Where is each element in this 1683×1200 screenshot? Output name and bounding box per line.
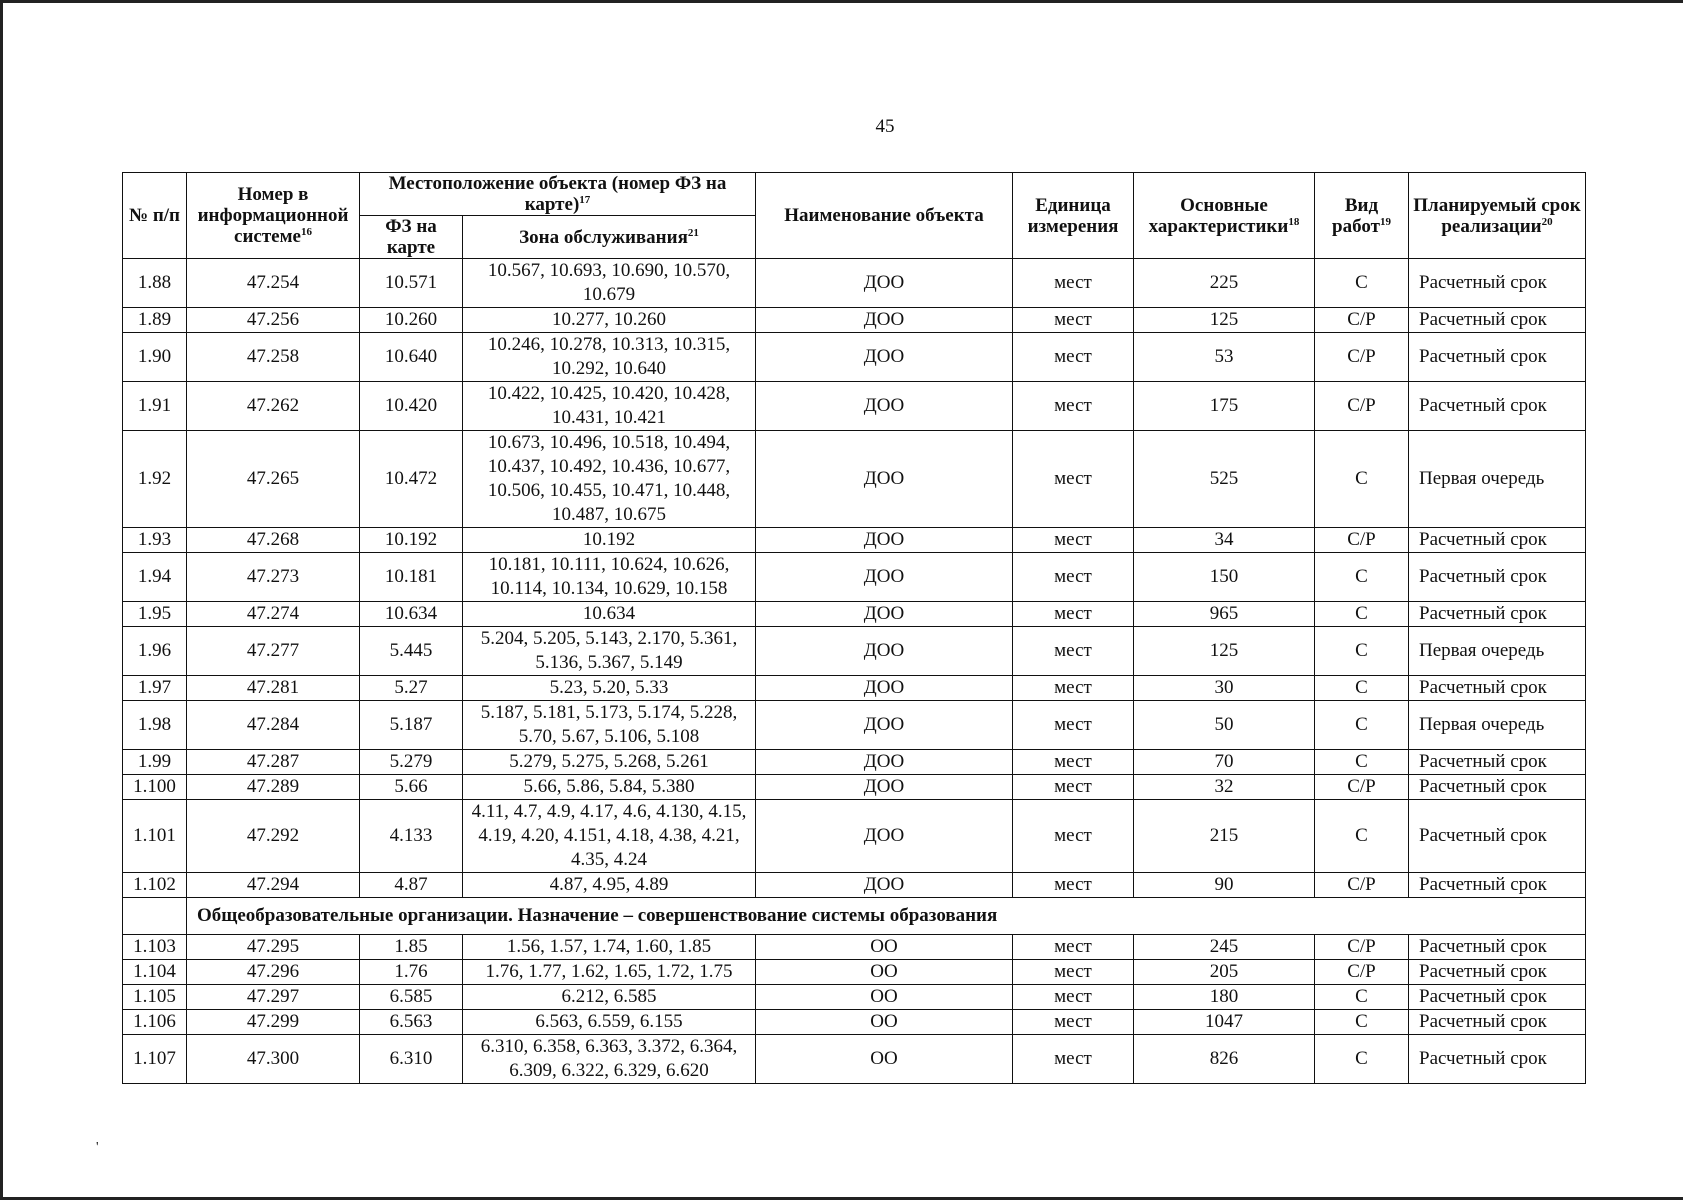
- table-row: [123, 800, 1586, 873]
- cell-characteristics: 125: [1134, 627, 1315, 676]
- cell-term: Расчетный срок: [1409, 873, 1586, 898]
- cell-term: Расчетный срок: [1409, 1010, 1586, 1035]
- cell-characteristics: 125: [1134, 308, 1315, 333]
- cell-unit: мест: [1013, 1010, 1134, 1035]
- cell-zone: 6.310, 6.358, 6.363, 3.372, 6.364, 6.309, 6.322, 6.329, 6.620: [463, 1035, 756, 1084]
- footnote-ref: 18: [1288, 215, 1300, 228]
- cell-term: Расчетный срок: [1409, 676, 1586, 701]
- cell-name: ДОО: [756, 259, 1013, 308]
- cell-is-number: 47.287: [187, 750, 360, 775]
- cell-zone: 5.187, 5.181, 5.173, 5.174, 5.228, 5.70, 5.67, 5.106, 5.108: [463, 701, 756, 750]
- cell-work-type: С/Р: [1315, 528, 1409, 553]
- cell-is-number: 47.265: [187, 431, 360, 528]
- cell-work-type: С: [1315, 800, 1409, 873]
- table-row: [123, 701, 1586, 750]
- cell-work-type: С/Р: [1315, 382, 1409, 431]
- cell-num: 1.100: [123, 775, 187, 800]
- header-work-type: [1315, 173, 1409, 259]
- header-zone: [463, 216, 756, 259]
- cell-fz: 6.585: [360, 985, 463, 1010]
- cell-num: 1.97: [123, 676, 187, 701]
- cell-unit: мест: [1013, 701, 1134, 750]
- cell-num: 1.90: [123, 333, 187, 382]
- cell-name: ДОО: [756, 602, 1013, 627]
- cell-unit: мест: [1013, 627, 1134, 676]
- cell-unit: мест: [1013, 873, 1134, 898]
- cell-characteristics: 34: [1134, 528, 1315, 553]
- cell-zone: 5.66, 5.86, 5.84, 5.380: [463, 775, 756, 800]
- cell-name: ОО: [756, 960, 1013, 985]
- cell-work-type: С: [1315, 1010, 1409, 1035]
- header-is-number: [187, 173, 360, 259]
- header-location-label: Местоположение объекта (номер ФЗ на карте): [388, 173, 727, 215]
- cell-unit: мест: [1013, 750, 1134, 775]
- cell-work-type: С: [1315, 627, 1409, 676]
- cell-is-number: 47.299: [187, 1010, 360, 1035]
- cell-characteristics: 30: [1134, 676, 1315, 701]
- cell-zone: 10.192: [463, 528, 756, 553]
- cell-zone: 10.246, 10.278, 10.313, 10.315, 10.292, 10.640: [463, 333, 756, 382]
- scan-mark: ': [96, 1140, 99, 1155]
- cell-is-number: 47.284: [187, 701, 360, 750]
- cell-unit: мест: [1013, 985, 1134, 1010]
- cell-name: ОО: [756, 1035, 1013, 1084]
- cell-fz: 10.472: [360, 431, 463, 528]
- footnote-ref: 16: [300, 226, 312, 238]
- scan-border-left: [0, 0, 3, 1200]
- cell-num: 1.101: [123, 800, 187, 873]
- cell-fz: 6.563: [360, 1010, 463, 1035]
- footnote-ref: 20: [1541, 215, 1553, 228]
- cell-work-type: С/Р: [1315, 333, 1409, 382]
- cell-zone: 10.181, 10.111, 10.624, 10.626, 10.114, 10.134, 10.629, 10.158: [463, 553, 756, 602]
- header-term-label: Планируемый срок реализации: [1413, 194, 1581, 237]
- table-row: [123, 382, 1586, 431]
- page-number: 45: [875, 116, 895, 137]
- cell-is-number: 47.256: [187, 308, 360, 333]
- cell-is-number: 47.294: [187, 873, 360, 898]
- cell-term: Расчетный срок: [1409, 750, 1586, 775]
- cell-is-number: 47.296: [187, 960, 360, 985]
- cell-term: Расчетный срок: [1409, 528, 1586, 553]
- cell-zone: 6.212, 6.585: [463, 985, 756, 1010]
- cell-unit: мест: [1013, 775, 1134, 800]
- cell-term: Расчетный срок: [1409, 382, 1586, 431]
- cell-unit: мест: [1013, 676, 1134, 701]
- table-header: [123, 173, 1586, 259]
- cell-num: 1.107: [123, 1035, 187, 1084]
- table-row: [123, 1035, 1586, 1084]
- cell-term: Первая очередь: [1409, 627, 1586, 676]
- cell-fz: 5.445: [360, 627, 463, 676]
- cell-zone: 10.634: [463, 602, 756, 627]
- cell-is-number: 47.292: [187, 800, 360, 873]
- cell-name: ОО: [756, 985, 1013, 1010]
- cell-term: Расчетный срок: [1409, 259, 1586, 308]
- cell-fz: 1.76: [360, 960, 463, 985]
- cell-unit: мест: [1013, 431, 1134, 528]
- header-fz: ФЗ на карте: [360, 216, 463, 259]
- cell-fz: 10.420: [360, 382, 463, 431]
- cell-unit: мест: [1013, 553, 1134, 602]
- cell-characteristics: 215: [1134, 800, 1315, 873]
- cell-fz: 5.66: [360, 775, 463, 800]
- objects-table: [122, 172, 1586, 1084]
- cell-zone: 4.11, 4.7, 4.9, 4.17, 4.6, 4.130, 4.15, 4.19, 4.20, 4.151, 4.18, 4.38, 4.21, 4.35, 4.24: [463, 800, 756, 873]
- cell-fz: 4.133: [360, 800, 463, 873]
- header-characteristics: [1134, 173, 1315, 259]
- cell-name: ДОО: [756, 800, 1013, 873]
- cell-term: Расчетный срок: [1409, 935, 1586, 960]
- cell-name: ОО: [756, 935, 1013, 960]
- header-name: Наименование объекта: [756, 173, 1013, 259]
- cell-term: Расчетный срок: [1409, 553, 1586, 602]
- cell-is-number: 47.295: [187, 935, 360, 960]
- cell-is-number: 47.289: [187, 775, 360, 800]
- cell-fz: 1.85: [360, 935, 463, 960]
- cell-is-number: 47.274: [187, 602, 360, 627]
- cell-num: 1.92: [123, 431, 187, 528]
- cell-work-type: С: [1315, 259, 1409, 308]
- cell-characteristics: 826: [1134, 1035, 1315, 1084]
- cell-zone: 10.277, 10.260: [463, 308, 756, 333]
- cell-characteristics: 965: [1134, 602, 1315, 627]
- table-row: [123, 873, 1586, 898]
- cell-work-type: С: [1315, 553, 1409, 602]
- cell-fz: 5.187: [360, 701, 463, 750]
- cell-zone: 1.76, 1.77, 1.62, 1.65, 1.72, 1.75: [463, 960, 756, 985]
- cell-num: 1.96: [123, 627, 187, 676]
- table-row: [123, 259, 1586, 308]
- cell-fz: 6.310: [360, 1035, 463, 1084]
- cell-name: ДОО: [756, 750, 1013, 775]
- cell-is-number: 47.254: [187, 259, 360, 308]
- cell-is-number: 47.281: [187, 676, 360, 701]
- header-unit: Единица измерения: [1013, 173, 1134, 259]
- cell-fz: 10.634: [360, 602, 463, 627]
- cell-unit: мест: [1013, 333, 1134, 382]
- cell-characteristics: 225: [1134, 259, 1315, 308]
- cell-unit: мест: [1013, 960, 1134, 985]
- cell-num: 1.94: [123, 553, 187, 602]
- header-work-type-label: Вид работ: [1332, 194, 1380, 237]
- table-row: [123, 333, 1586, 382]
- cell-characteristics: 32: [1134, 775, 1315, 800]
- footnote-ref: 19: [1379, 215, 1391, 228]
- cell-name: ДОО: [756, 873, 1013, 898]
- cell-name: ОО: [756, 1010, 1013, 1035]
- cell-is-number: 47.277: [187, 627, 360, 676]
- cell-fz: 4.87: [360, 873, 463, 898]
- cell-term: Первая очередь: [1409, 431, 1586, 528]
- section-row: [123, 898, 1586, 935]
- cell-num: 1.102: [123, 873, 187, 898]
- cell-fz: 10.640: [360, 333, 463, 382]
- cell-fz: 10.260: [360, 308, 463, 333]
- cell-is-number: 47.258: [187, 333, 360, 382]
- cell-name: ДОО: [756, 308, 1013, 333]
- cell-name: ДОО: [756, 775, 1013, 800]
- cell-characteristics: 53: [1134, 333, 1315, 382]
- table-body-schools: [123, 935, 1586, 1084]
- table-row: [123, 1010, 1586, 1035]
- cell-term: Расчетный срок: [1409, 333, 1586, 382]
- cell-characteristics: 1047: [1134, 1010, 1315, 1035]
- footnote-ref: 17: [579, 194, 591, 206]
- cell-num: 1.103: [123, 935, 187, 960]
- table-row: [123, 935, 1586, 960]
- cell-work-type: С: [1315, 431, 1409, 528]
- cell-zone: 5.23, 5.20, 5.33: [463, 676, 756, 701]
- cell-zone: 5.204, 5.205, 5.143, 2.170, 5.361, 5.136, 5.367, 5.149: [463, 627, 756, 676]
- cell-fz: 10.192: [360, 528, 463, 553]
- cell-unit: мест: [1013, 308, 1134, 333]
- cell-name: ДОО: [756, 676, 1013, 701]
- cell-characteristics: 90: [1134, 873, 1315, 898]
- cell-zone: 6.563, 6.559, 6.155: [463, 1010, 756, 1035]
- header-location: [360, 173, 756, 216]
- cell-is-number: 47.262: [187, 382, 360, 431]
- cell-term: Расчетный срок: [1409, 602, 1586, 627]
- cell-is-number: 47.268: [187, 528, 360, 553]
- cell-name: ДОО: [756, 528, 1013, 553]
- cell-name: ДОО: [756, 431, 1013, 528]
- cell-zone: 1.56, 1.57, 1.74, 1.60, 1.85: [463, 935, 756, 960]
- cell-num: 1.105: [123, 985, 187, 1010]
- header-characteristics-label: Основные характеристики: [1148, 194, 1289, 237]
- cell-characteristics: 175: [1134, 382, 1315, 431]
- cell-work-type: С/Р: [1315, 935, 1409, 960]
- cell-zone: 4.87, 4.95, 4.89: [463, 873, 756, 898]
- cell-term: Расчетный срок: [1409, 308, 1586, 333]
- table-row: [123, 431, 1586, 528]
- section-num-cell: [123, 898, 187, 935]
- table-row: [123, 528, 1586, 553]
- cell-num: 1.91: [123, 382, 187, 431]
- cell-zone: 5.279, 5.275, 5.268, 5.261: [463, 750, 756, 775]
- cell-unit: мест: [1013, 1035, 1134, 1084]
- table-body-preschool: [123, 259, 1586, 898]
- cell-work-type: С: [1315, 750, 1409, 775]
- cell-unit: мест: [1013, 800, 1134, 873]
- cell-is-number: 47.273: [187, 553, 360, 602]
- cell-unit: мест: [1013, 259, 1134, 308]
- cell-unit: мест: [1013, 935, 1134, 960]
- cell-num: 1.93: [123, 528, 187, 553]
- cell-work-type: С/Р: [1315, 308, 1409, 333]
- cell-fz: 10.181: [360, 553, 463, 602]
- cell-name: ДОО: [756, 333, 1013, 382]
- cell-term: Расчетный срок: [1409, 960, 1586, 985]
- cell-work-type: С: [1315, 602, 1409, 627]
- header-is-number-label: Номер в информационной системе: [197, 184, 349, 247]
- cell-num: 1.106: [123, 1010, 187, 1035]
- cell-fz: 5.27: [360, 676, 463, 701]
- table-row: [123, 553, 1586, 602]
- footnote-ref: 21: [687, 226, 699, 239]
- cell-is-number: 47.297: [187, 985, 360, 1010]
- cell-characteristics: 50: [1134, 701, 1315, 750]
- cell-characteristics: 70: [1134, 750, 1315, 775]
- cell-fz: 10.571: [360, 259, 463, 308]
- cell-zone: 10.673, 10.496, 10.518, 10.494, 10.437, 10.492, 10.436, 10.677, 10.506, 10.455, 10.471, 10.448, 10.487, 10.675: [463, 431, 756, 528]
- cell-work-type: С: [1315, 985, 1409, 1010]
- cell-is-number: 47.300: [187, 1035, 360, 1084]
- table-row: [123, 985, 1586, 1010]
- table-section: [123, 898, 1586, 935]
- cell-num: 1.104: [123, 960, 187, 985]
- cell-num: 1.95: [123, 602, 187, 627]
- cell-num: 1.88: [123, 259, 187, 308]
- cell-work-type: С: [1315, 1035, 1409, 1084]
- cell-term: Расчетный срок: [1409, 1035, 1586, 1084]
- cell-characteristics: 150: [1134, 553, 1315, 602]
- section-title: Общеобразовательные организации. Назначение – совершенствование системы образования: [187, 898, 1586, 935]
- cell-term: Расчетный срок: [1409, 800, 1586, 873]
- cell-name: ДОО: [756, 382, 1013, 431]
- cell-unit: мест: [1013, 382, 1134, 431]
- table-row: [123, 676, 1586, 701]
- cell-characteristics: 525: [1134, 431, 1315, 528]
- cell-work-type: С/Р: [1315, 775, 1409, 800]
- cell-name: ДОО: [756, 553, 1013, 602]
- cell-characteristics: 180: [1134, 985, 1315, 1010]
- table-row: [123, 602, 1586, 627]
- cell-unit: мест: [1013, 602, 1134, 627]
- cell-work-type: С: [1315, 701, 1409, 750]
- table-row: [123, 308, 1586, 333]
- cell-name: ДОО: [756, 627, 1013, 676]
- cell-work-type: С: [1315, 676, 1409, 701]
- scan-border-top: [0, 0, 1683, 3]
- cell-zone: 10.422, 10.425, 10.420, 10.428, 10.431, 10.421: [463, 382, 756, 431]
- cell-unit: мест: [1013, 528, 1134, 553]
- table-row: [123, 775, 1586, 800]
- table-row: [123, 627, 1586, 676]
- cell-characteristics: 245: [1134, 935, 1315, 960]
- cell-name: ДОО: [756, 701, 1013, 750]
- table-row: [123, 960, 1586, 985]
- header-zone-label: Зона обслуживания: [519, 226, 688, 248]
- table-row: [123, 750, 1586, 775]
- header-num: № п/п: [123, 173, 187, 259]
- cell-num: 1.89: [123, 308, 187, 333]
- cell-term: Расчетный срок: [1409, 985, 1586, 1010]
- cell-num: 1.98: [123, 701, 187, 750]
- cell-fz: 5.279: [360, 750, 463, 775]
- cell-work-type: С/Р: [1315, 873, 1409, 898]
- cell-term: Расчетный срок: [1409, 775, 1586, 800]
- cell-characteristics: 205: [1134, 960, 1315, 985]
- cell-work-type: С/Р: [1315, 960, 1409, 985]
- header-term: [1409, 173, 1586, 259]
- cell-num: 1.99: [123, 750, 187, 775]
- cell-zone: 10.567, 10.693, 10.690, 10.570, 10.679: [463, 259, 756, 308]
- cell-term: Первая очередь: [1409, 701, 1586, 750]
